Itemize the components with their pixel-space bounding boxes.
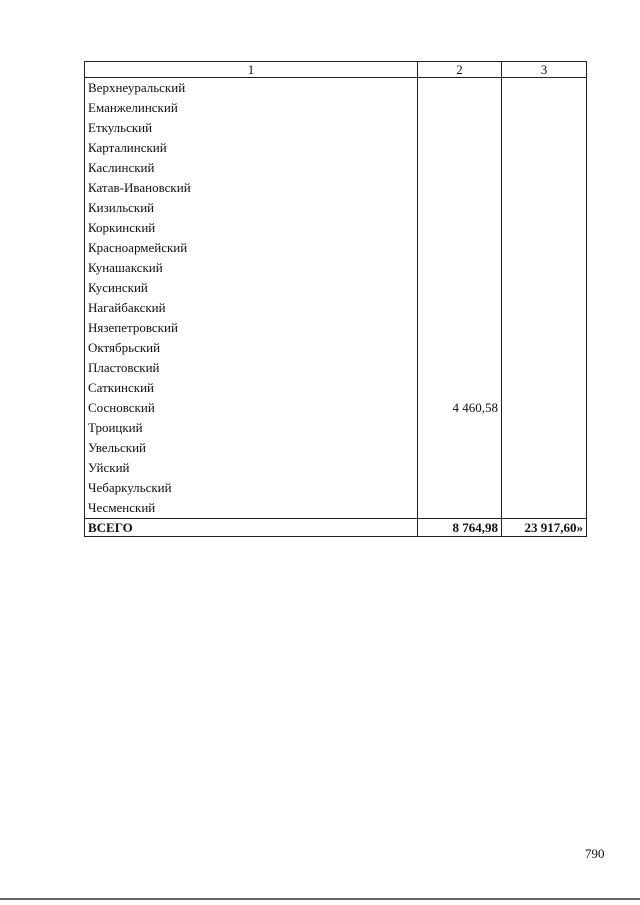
district-name: Пластовский — [85, 358, 418, 378]
table-row — [85, 438, 587, 458]
cell-col2 — [418, 218, 502, 238]
cell-col2 — [418, 178, 502, 198]
district-name: Чебаркульский — [85, 478, 418, 498]
table-row — [85, 278, 587, 298]
table-row — [85, 198, 587, 218]
cell-col2 — [418, 138, 502, 158]
page-number: 790 — [585, 846, 605, 861]
cell-col2 — [418, 498, 502, 519]
total-col3: 23 917,60» — [502, 519, 587, 537]
district-name: Чесменский — [85, 498, 418, 519]
table-row — [85, 138, 587, 158]
table-row — [85, 98, 587, 118]
table-row — [85, 258, 587, 278]
cell-col3 — [502, 78, 587, 99]
cell-col2: 4 460,58 — [418, 398, 502, 418]
cell-col3 — [502, 158, 587, 178]
header-cell-2: 2 — [418, 62, 502, 78]
table-row — [85, 418, 587, 438]
cell-col2 — [418, 98, 502, 118]
cell-col2 — [418, 118, 502, 138]
header-cell-1: 1 — [85, 62, 418, 78]
header-row — [85, 62, 587, 78]
cell-col2 — [418, 298, 502, 318]
cell-col3 — [502, 258, 587, 278]
cell-col3 — [502, 278, 587, 298]
district-name: Увельский — [85, 438, 418, 458]
district-name: Октябрьский — [85, 338, 418, 358]
district-name: Нязепетровский — [85, 318, 418, 338]
district-name: Карталинский — [85, 138, 418, 158]
cell-col3 — [502, 318, 587, 338]
district-name: Еманжелинский — [85, 98, 418, 118]
table-row — [85, 158, 587, 178]
cell-col3 — [502, 458, 587, 478]
bottom-rule — [0, 898, 640, 900]
total-col2: 8 764,98 — [418, 519, 502, 537]
district-name: Катав-Ивановский — [85, 178, 418, 198]
cell-col3 — [502, 378, 587, 398]
table-row — [85, 498, 587, 519]
table-row — [85, 338, 587, 358]
table-row — [85, 378, 587, 398]
table-row — [85, 178, 587, 198]
cell-col2 — [418, 338, 502, 358]
table-row — [85, 458, 587, 478]
district-name: Коркинский — [85, 218, 418, 238]
cell-col2 — [418, 278, 502, 298]
data-table — [84, 61, 587, 537]
district-name: Нагайбакский — [85, 298, 418, 318]
cell-col3 — [502, 498, 587, 519]
cell-col3 — [502, 98, 587, 118]
cell-col3 — [502, 478, 587, 498]
cell-col3 — [502, 358, 587, 378]
district-name: Еткульский — [85, 118, 418, 138]
table-row — [85, 478, 587, 498]
cell-col3 — [502, 118, 587, 138]
table-row — [85, 238, 587, 258]
cell-col2 — [418, 198, 502, 218]
district-name: Верхнеуральский — [85, 78, 418, 99]
district-name: Кизильский — [85, 198, 418, 218]
district-name: Кусинский — [85, 278, 418, 298]
table-row — [85, 218, 587, 238]
cell-col2 — [418, 158, 502, 178]
cell-col3 — [502, 198, 587, 218]
district-name: Уйский — [85, 458, 418, 478]
cell-col2 — [418, 238, 502, 258]
cell-col3 — [502, 338, 587, 358]
table-row — [85, 318, 587, 338]
table-row — [85, 298, 587, 318]
district-name: Саткинский — [85, 378, 418, 398]
cell-col2 — [418, 378, 502, 398]
table-body — [85, 78, 587, 519]
table-row — [85, 118, 587, 138]
cell-col3 — [502, 298, 587, 318]
total-label: ВСЕГО — [85, 519, 418, 537]
district-name: Каслинский — [85, 158, 418, 178]
district-name: Троицкий — [85, 418, 418, 438]
district-name: Сосновский — [85, 398, 418, 418]
table-row — [85, 358, 587, 378]
table-row — [85, 78, 587, 99]
cell-col3 — [502, 418, 587, 438]
district-name: Красноармейский — [85, 238, 418, 258]
header-cell-3: 3 — [502, 62, 587, 78]
cell-col2 — [418, 78, 502, 99]
cell-col3 — [502, 218, 587, 238]
cell-col2 — [418, 438, 502, 458]
total-row — [85, 519, 587, 537]
cell-col3 — [502, 178, 587, 198]
cell-col2 — [418, 258, 502, 278]
cell-col3 — [502, 398, 587, 418]
cell-col3 — [502, 238, 587, 258]
cell-col2 — [418, 458, 502, 478]
cell-col2 — [418, 478, 502, 498]
cell-col3 — [502, 438, 587, 458]
cell-col2 — [418, 358, 502, 378]
cell-col2 — [418, 418, 502, 438]
table-row — [85, 398, 587, 418]
cell-col2 — [418, 318, 502, 338]
district-name: Кунашакский — [85, 258, 418, 278]
cell-col3 — [502, 138, 587, 158]
